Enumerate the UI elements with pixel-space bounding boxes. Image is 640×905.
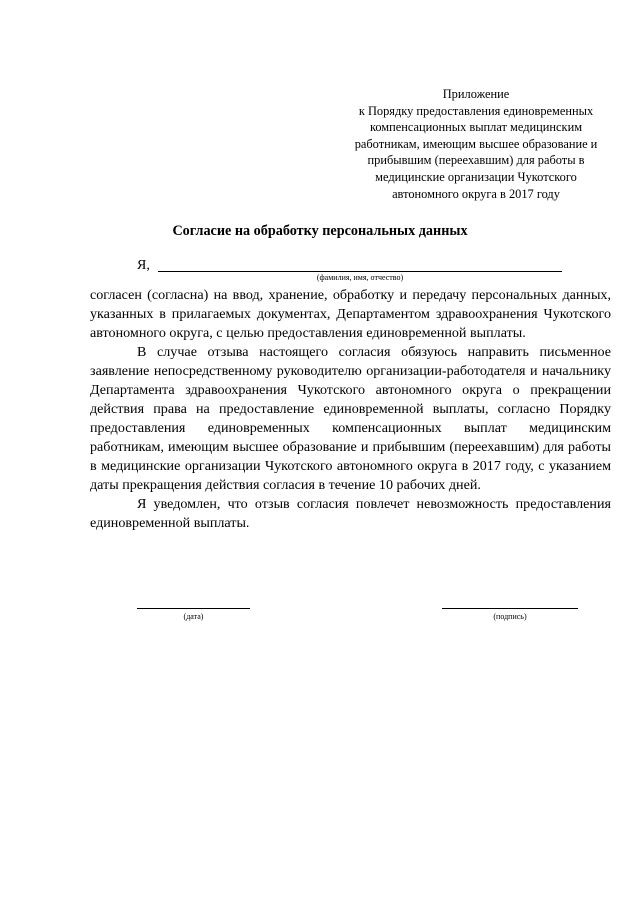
date-field-line[interactable] — [137, 608, 250, 609]
fio-caption: (фамилия, имя, отчество) — [316, 273, 404, 282]
appendix-block — [340, 86, 612, 202]
fio-field-line[interactable] — [158, 271, 562, 272]
appendix-line: прибывшим (переехавшим) для работы в — [367, 153, 585, 168]
document-title: Согласие на обработку персональных данных — [172, 223, 468, 239]
appendix-line: работникам, имеющим высшее образование и — [354, 136, 598, 151]
appendix-line: компенсационных выплат медицинским — [369, 120, 583, 135]
appendix-line: к Порядку предоставления единовременных — [358, 103, 594, 118]
signature-field-line[interactable] — [442, 608, 578, 609]
appendix-line: медицинские организации Чукотского — [375, 169, 577, 184]
appendix-line: Приложение — [442, 87, 510, 101]
fio-prefix: Я, — [137, 258, 150, 273]
consent-body — [90, 286, 611, 533]
signature-caption: (подпись) — [493, 612, 527, 621]
paragraph-notice: Я уведомлен, что отзыв согласия повлечет невозможность предоставления единовременной выплаты. — [90, 496, 611, 531]
paragraph-revocation: В случае отзыва настоящего согласия обязуюсь направить письменное заявление непосредственному руководителю организации-работодателя и начальнику Департамента здравоохранения Чукотского автономного округа о прекращении действия права на предоставление единовременной выплаты, согласно Порядку предоставления единовременных компенсационных выплат медицинским работникам, имеющим высшее образование и прибывшим (переехавшим) для работы в медицинские организации Чукотского автономного округа в 2017 году, с указанием даты прекращения действия согласия в течение 10 рабочих дней. — [90, 344, 611, 493]
appendix-line: автономного округа в 2017 году — [392, 186, 560, 201]
paragraph-consent: согласен (согласна) на ввод, хранение, обработку и передачу персональных данных, указанных в прилагаемых документах, Департаментом здравоохранения Чукотского автономного округа, с целью предоставления единовременной выплаты. — [90, 287, 611, 341]
date-caption: (дата) — [183, 612, 204, 621]
